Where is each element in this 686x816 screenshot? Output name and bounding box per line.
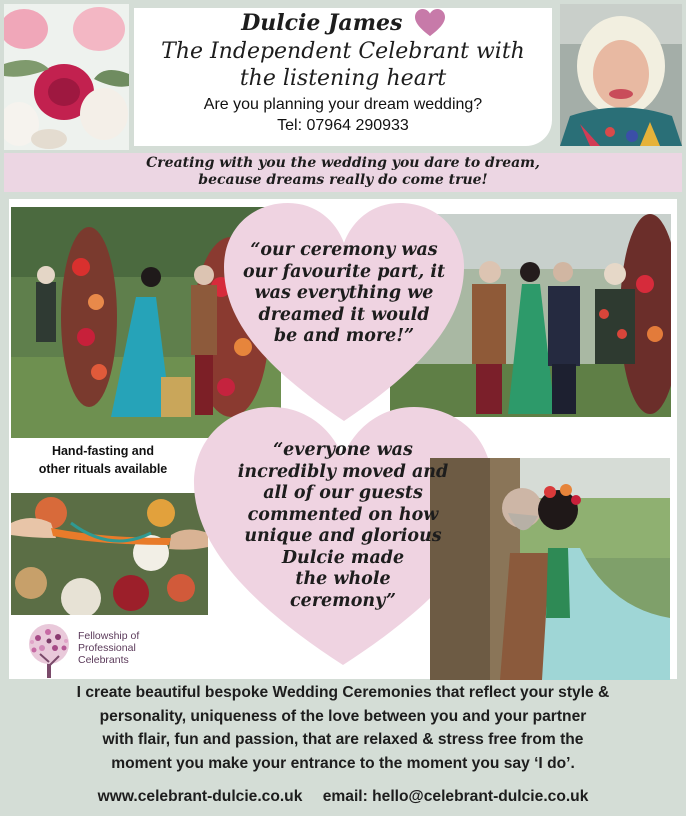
header-box xyxy=(134,8,552,146)
handfasting-label: Hand-fasting and other rituals available xyxy=(38,444,168,476)
slogan-banner: Creating with you the wedding you dare to dream, because dreams really do come true! xyxy=(4,153,682,192)
celebrant-portrait xyxy=(560,4,682,146)
flowers-photo xyxy=(4,4,129,150)
tagline: The Independent Celebrant with the listening heart xyxy=(161,39,525,91)
fellowship-logo-icon xyxy=(22,622,76,680)
website-link[interactable]: www.celebrant-dulcie.co.uk xyxy=(97,788,303,805)
service-description: I create beautiful bespoke Wedding Ceremonies that reflect your style & personality, uniqueness of the love between you and your partner with flair, fun and passion, that are relaxed & stress free from the moment you make your entrance to the moment you say ‘I do’. xyxy=(76,684,610,772)
fellowship-logo-text: Fellowship of Professional Celebrants xyxy=(78,630,140,666)
handfasting-photo xyxy=(11,493,208,615)
celebrant-name: Dulcie James xyxy=(241,10,403,36)
email-link[interactable]: email: hello@celebrant-dulcie.co.uk xyxy=(322,788,589,805)
phone-number[interactable]: Tel: 07964 290933 xyxy=(277,117,409,134)
quote-bottom: “everyone was incredibly moved and all of our guests commented on how unique and glorious Dulcie made the whole ceremony” xyxy=(237,440,449,611)
heart-icon xyxy=(415,8,445,38)
contact-line xyxy=(8,788,678,806)
header-question: Are you planning your dream wedding? xyxy=(203,96,483,113)
quote-top: “our ceremony was our favourite part, it was everything we dreamed it would be and more!” xyxy=(242,240,446,346)
